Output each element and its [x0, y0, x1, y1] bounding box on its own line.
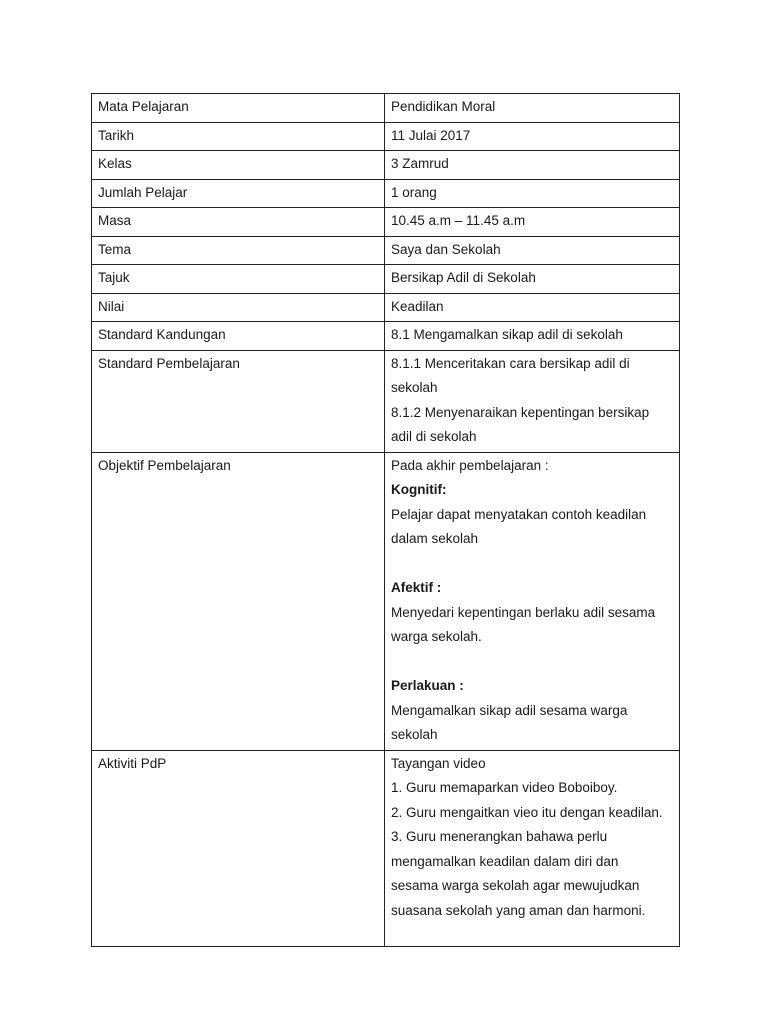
- row-value: [385, 350, 680, 452]
- row-label: Masa: [92, 208, 385, 237]
- text-line: sekolah: [391, 380, 438, 395]
- row-label: Tajuk: [92, 265, 385, 294]
- table-row: [92, 179, 680, 208]
- text-line: mengamalkan keadilan dalam diri dan: [391, 853, 619, 869]
- text-line: 3. Guru menerangkan bahawa perlu: [391, 829, 608, 844]
- row-label: Tarikh: [92, 122, 385, 151]
- row-label: Standard Kandungan: [92, 322, 385, 351]
- row-label: Jumlah Pelajar: [92, 179, 385, 208]
- row-label: Objektif Pembelajaran: [92, 452, 385, 750]
- text-line: sekolah: [391, 727, 438, 742]
- table-row: [92, 94, 680, 123]
- text-line: Menyedari kepentingan berlaku adil sesama: [391, 604, 656, 620]
- lesson-plan-table: [91, 93, 680, 947]
- table-row: [92, 293, 680, 322]
- table-row: [92, 236, 680, 265]
- row-value: 10.45 a.m – 11.45 a.m: [385, 208, 680, 237]
- text-line: 2. Guru mengaitkan vieo itu dengan keadilan.: [391, 804, 663, 820]
- kognitif-heading: Kognitif:: [391, 482, 447, 497]
- row-value: Keadilan: [385, 293, 680, 322]
- text-line: Tayangan video: [391, 755, 486, 771]
- text-line: suasana sekolah yang aman dan harmoni.: [391, 902, 646, 918]
- text-line: warga sekolah.: [391, 629, 482, 644]
- spacer: [391, 650, 673, 675]
- table-row: [92, 265, 680, 294]
- afektif-heading: Afektif :: [391, 580, 442, 595]
- row-label: Standard Pembelajaran: [92, 350, 385, 452]
- row-value: 3 Zamrud: [385, 151, 680, 180]
- table-row: [92, 208, 680, 237]
- spacer: [391, 552, 673, 577]
- row-value: [385, 452, 680, 750]
- table-row: [92, 350, 680, 452]
- row-label: Kelas: [92, 151, 385, 180]
- text-line: 8.1.1 Menceritakan cara bersikap adil di: [391, 355, 630, 371]
- row-value: Bersikap Adil di Sekolah: [385, 265, 680, 294]
- text-line: Pelajar dapat menyatakan contoh keadilan: [391, 506, 647, 522]
- row-value: [385, 750, 680, 946]
- row-label: Aktiviti PdP: [92, 750, 385, 946]
- text-line: adil di sekolah: [391, 429, 477, 444]
- text-line: 8.1.2 Menyenaraikan kepentingan bersikap: [391, 404, 650, 420]
- objective-intro: Pada akhir pembelajaran :: [391, 457, 549, 473]
- row-value: 11 Julai 2017: [385, 122, 680, 151]
- text-line: dalam sekolah: [391, 531, 479, 546]
- text-line: Mengamalkan sikap adil sesama warga: [391, 702, 628, 718]
- table-row: [92, 750, 680, 946]
- text-line: sesama warga sekolah agar mewujudkan: [391, 878, 640, 893]
- row-value: Saya dan Sekolah: [385, 236, 680, 265]
- table-row: [92, 452, 680, 750]
- row-value: Pendidikan Moral: [385, 94, 680, 123]
- row-label: Mata Pelajaran: [92, 94, 385, 123]
- text-line: 1. Guru memaparkan video Boboiboy.: [391, 780, 618, 795]
- row-label: Nilai: [92, 293, 385, 322]
- perlakuan-heading: Perlakuan :: [391, 678, 464, 693]
- row-label: Tema: [92, 236, 385, 265]
- table-row: [92, 122, 680, 151]
- row-value: 1 orang: [385, 179, 680, 208]
- table-row: [92, 151, 680, 180]
- table-row: [92, 322, 680, 351]
- row-value: 8.1 Mengamalkan sikap adil di sekolah: [385, 322, 680, 351]
